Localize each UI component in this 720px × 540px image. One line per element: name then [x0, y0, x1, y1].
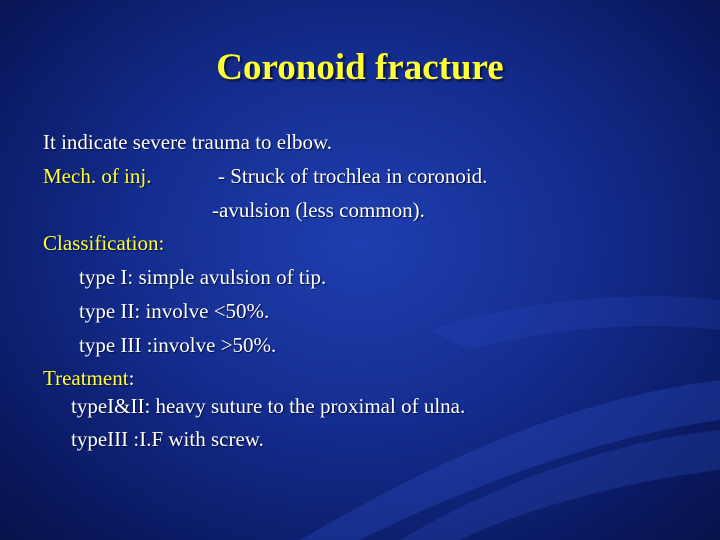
mechanism-label: Mech. of inj.	[43, 164, 152, 188]
treatment-colon: :	[128, 366, 135, 390]
slide-title: Coronoid fracture	[216, 47, 504, 88]
treatment-heading	[43, 366, 134, 391]
intro-line: It indicate severe trauma to elbow.	[43, 130, 333, 154]
classification-type-3: type III :involve >50%.	[79, 333, 277, 357]
classification-type-2: type II: involve <50%.	[79, 299, 270, 323]
treatment-label: Treatment	[43, 366, 129, 390]
treatment-item-1: typeI&II: heavy suture to the proximal of ulna.	[71, 394, 466, 418]
classification-type-1: type I: simple avulsion of tip.	[79, 265, 327, 289]
treatment-item-2: typeIII :I.F with screw.	[71, 427, 264, 451]
mechanism-item-2: -avulsion (less common).	[212, 198, 425, 222]
mechanism-item-1: - Struck of trochlea in coronoid.	[218, 164, 488, 188]
classification-label: Classification:	[43, 231, 165, 255]
